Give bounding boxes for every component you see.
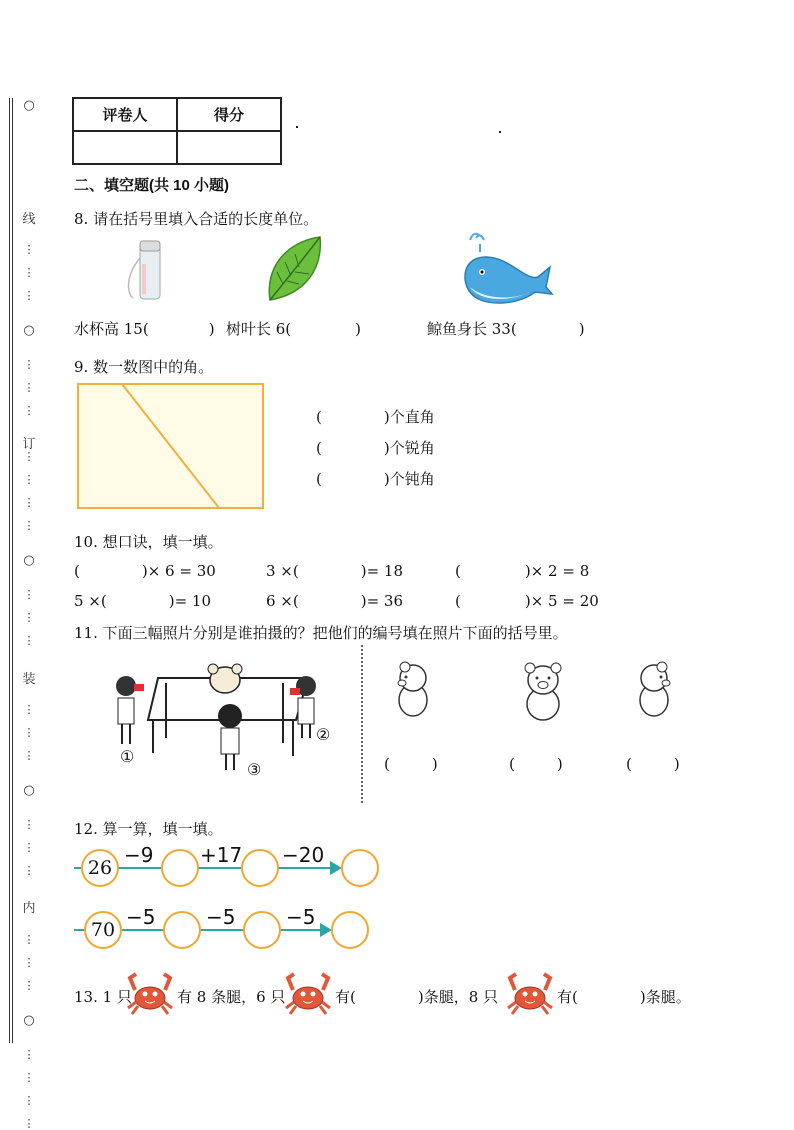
chain1-op-1: −9 (124, 843, 154, 867)
q11-answer-3 (626, 755, 680, 773)
eq-part: )× 6 = 30 (141, 562, 216, 580)
q13-text: )条腿。 (639, 988, 691, 1006)
chain1-op-2: +17 (200, 843, 243, 867)
q13-text: 有( (335, 988, 356, 1006)
margin-dot: ⋮ (23, 611, 35, 624)
q9-right-angles (316, 406, 435, 427)
margin-dot: ⋮ (23, 749, 35, 762)
score-cell[interactable] (177, 131, 281, 164)
chain2-result-3[interactable] (331, 911, 369, 949)
margin-rule (9, 98, 10, 1043)
margin-hole-circle: ○ (23, 323, 35, 338)
chain1-result-3[interactable] (341, 849, 379, 887)
q8-item-cup-label: 水杯高 15( (74, 320, 149, 338)
q11-prompt: 11. 下面三幅照片分别是谁拍摄的？把他们的编号填在照片下面的括号里。 (74, 624, 568, 642)
margin-dot: ⋮ (23, 588, 35, 601)
margin-dot: ⋮ (23, 933, 35, 946)
q9-acute-angle-label: )个锐角 (383, 439, 435, 457)
margin-dot: ⋮ (23, 289, 35, 302)
chain1-result-2[interactable] (241, 849, 279, 887)
margin-label-xian: 线 (22, 212, 36, 227)
q12-prompt: 12. 算一算，填一填。 (74, 820, 223, 838)
margin-dot: ⋮ (23, 450, 35, 463)
paren-close: ) (673, 755, 680, 773)
eq-part: ( (455, 562, 461, 580)
q8-item-whale-label: 鲸鱼身长 33( (427, 320, 517, 338)
margin-hole-circle: ○ (23, 1013, 35, 1028)
margin-dot: ⋮ (23, 726, 35, 739)
photographer-label-1: ① (120, 747, 135, 766)
eq-part: ( (74, 562, 80, 580)
whale-icon (460, 232, 555, 307)
dot-mark (499, 131, 501, 133)
q13-text: )条腿，8 只 (417, 988, 499, 1006)
paren-open: ( (316, 439, 322, 457)
eq-part: ( (455, 592, 461, 610)
eq-part: )× 5 = 20 (524, 592, 599, 610)
q8-item-leaf (226, 318, 361, 339)
crab-icon (284, 968, 332, 1020)
paren-close: ) (431, 755, 438, 773)
q13-text: 有( (557, 988, 578, 1006)
score-table (72, 97, 282, 165)
margin-dot: ⋮ (23, 841, 35, 854)
margin-label-nei: 内 (22, 901, 36, 916)
margin-hole-circle: ○ (23, 553, 35, 568)
q10-eq-3 (455, 562, 589, 580)
paren-open: ( (316, 408, 322, 426)
margin-dot: ⋮ (23, 404, 35, 417)
margin-dot: ⋮ (23, 1048, 35, 1061)
margin-dot: ⋮ (23, 1117, 35, 1130)
margin-dot: ⋮ (23, 358, 35, 371)
q8-prompt: 8. 请在括号里填入合适的长度单位。 (74, 210, 319, 228)
eq-part: )= 36 (360, 592, 404, 610)
q9-obtuse-angle-label: )个钝角 (383, 470, 435, 488)
q10-eq-5 (266, 592, 403, 610)
paren-close: ) (556, 755, 563, 773)
eq-part: )= 10 (168, 592, 212, 610)
eq-part: 3 ×( (266, 562, 299, 580)
chain1-op-3: −20 (282, 843, 325, 867)
margin-hole-circle: ○ (23, 98, 35, 113)
score-header-grader: 评卷人 (73, 98, 177, 131)
chain2-op-2: −5 (206, 905, 236, 929)
photographer-label-3: ③ (247, 760, 262, 779)
margin-dot: ⋮ (23, 243, 35, 256)
q9-acute-angles (316, 437, 435, 458)
q10-eq-4 (74, 592, 211, 610)
paren-open: ( (384, 755, 390, 773)
eq-part: 6 ×( (266, 592, 299, 610)
margin-label-zhuang: 装 (22, 672, 36, 687)
eq-part: )= 18 (360, 562, 404, 580)
section-title: 二、填空题(共 10 小题) (74, 177, 230, 194)
q11-answer-1 (384, 755, 438, 773)
paren-open: ( (626, 755, 632, 773)
divider-dashed (361, 645, 363, 803)
chain2-result-1[interactable] (163, 911, 201, 949)
q10-prompt: 10. 想口诀，填一填。 (74, 533, 223, 551)
q10-eq-6 (455, 592, 599, 610)
chain2-result-2[interactable] (243, 911, 281, 949)
chain1-start-circle: 26 (81, 849, 119, 887)
q13-part-1: 13. 1 只 (74, 988, 132, 1006)
q9-obtuse-angles (316, 468, 435, 489)
margin-dot: ⋮ (23, 519, 35, 532)
score-header-score: 得分 (177, 98, 281, 131)
dot-mark (296, 126, 298, 128)
grader-cell[interactable] (73, 131, 177, 164)
crab-icon (506, 968, 554, 1020)
margin-dot: ⋮ (23, 381, 35, 394)
q13-part-2: 有 8 条腿，6 只 (177, 988, 286, 1006)
margin-rule (12, 98, 13, 1043)
q9-right-angle-label: )个直角 (383, 408, 435, 426)
margin-dot: ⋮ (23, 979, 35, 992)
table-scene-illustration (108, 658, 348, 783)
chain2-start-circle: 70 (84, 911, 122, 949)
margin-dot: ⋮ (23, 473, 35, 486)
photographer-label-2: ② (316, 725, 331, 744)
paren-close: ) (355, 320, 362, 338)
q9-prompt: 9. 数一数图中的角。 (74, 358, 214, 376)
q8-item-leaf-label: 树叶长 6( (226, 320, 292, 338)
paren-open: ( (316, 470, 322, 488)
margin-dot: ⋮ (23, 956, 35, 969)
q11-answer-2 (509, 755, 563, 773)
bear-photo-side-left (391, 660, 439, 720)
q13-part-3 (335, 986, 498, 1007)
margin-dot: ⋮ (23, 634, 35, 647)
bear-photo-front (515, 660, 571, 722)
eq-part: 5 ×( (74, 592, 107, 610)
margin-dot: ⋮ (23, 703, 35, 716)
chain2-op-1: −5 (126, 905, 156, 929)
margin-dot: ⋮ (23, 1071, 35, 1084)
paren-open: ( (509, 755, 515, 773)
margin-dot: ⋮ (23, 496, 35, 509)
q10-eq-1 (74, 562, 216, 580)
q10-eq-2 (266, 562, 403, 580)
chain2-op-3: −5 (286, 905, 316, 929)
margin-label-ding: 订 (22, 437, 36, 452)
q8-item-whale (427, 318, 585, 339)
crab-icon (126, 968, 174, 1020)
bear-photo-side-right (630, 660, 678, 720)
leaf-icon (265, 234, 325, 304)
margin-dot: ⋮ (23, 818, 35, 831)
margin-hole-circle: ○ (23, 783, 35, 798)
q8-item-cup (74, 318, 215, 339)
paren-close: ) (208, 320, 215, 338)
margin-dot: ⋮ (23, 864, 35, 877)
paren-close: ) (578, 320, 585, 338)
eq-part: )× 2 = 8 (524, 562, 590, 580)
chain1-result-1[interactable] (161, 849, 199, 887)
water-bottle-icon (125, 236, 170, 304)
angle-rectangle-figure (77, 383, 265, 510)
margin-dot: ⋮ (23, 266, 35, 279)
q13-part-4 (557, 986, 691, 1007)
margin-dot: ⋮ (23, 1094, 35, 1107)
